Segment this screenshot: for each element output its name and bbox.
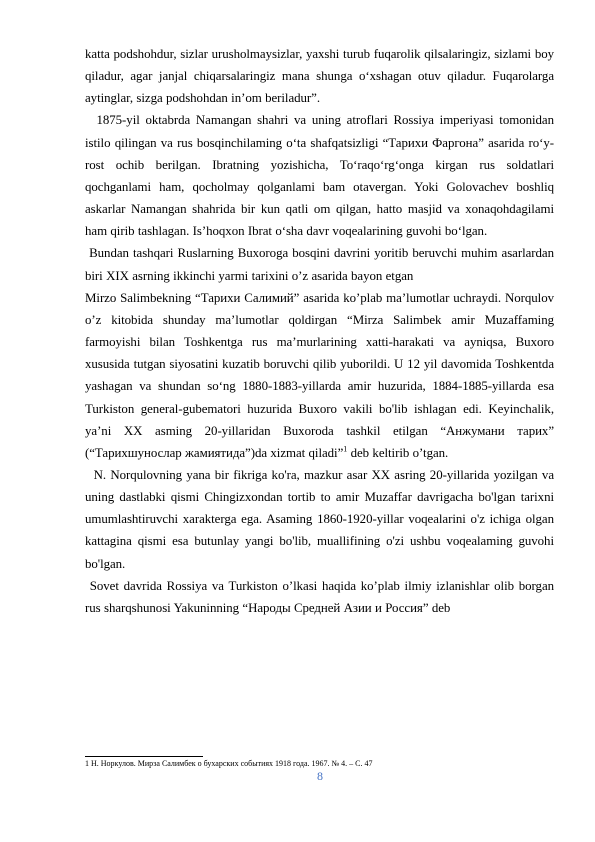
- footnote-reference[interactable]: 1: [343, 444, 348, 454]
- paragraph-5: N. Norqulovning yana bir fikriga ko'ra, mazkur asar XX asring 20-yillarida yozilgan va uning dastlabki qismi Chingizxondan tortib to amir Muzaffar davrigacha bo'lgan tarixni umumlashtiruvchi xarakterga ega. Asaming 1860-1920-yillar voqealarini o'z ichiga olgan kattagina qismi esa butunlay yangi bo'lib, muallifining o'zi ushbu voqealaming guvohi bo'lgan.: [85, 467, 558, 571]
- paragraph-6: Sovet davrida Rossiya va Turkiston o’lkasi haqida ko’plab ilmiy izlanishlar olib borgan rus sharqshunosi Yakuninning “Народы Средней Азии и Россия” deb: [85, 578, 558, 615]
- page-number: 8: [317, 769, 323, 783]
- paragraph-4-tail: deb keltirib o’tgan.: [347, 445, 449, 460]
- paragraph-3: Bundan tashqari Ruslarning Buxoroga bosqini davrini yoritib beruvchi muhim asarlardan biri XIX asrning ikkinchi yarmi tarixini o’z asarida bayon etgan: [85, 246, 558, 283]
- paragraph-1: katta podshohdur, sizlar urusholmaysizlar, yaxshi turub fuqarolik qilsalaringiz, sizlami boy qiladur, agar janjal chiqarsalaringiz mana shunga o‘xshagan otuv qiladur. Fuqarolarga aytinglar, sizga podshohdan in’om beriladur”.: [85, 47, 554, 106]
- paragraph-2: 1875-yil oktabrda Namangan shahri va uning atroflari Rossiya imperiyasi tomonidan istilo qilingan va rus bosqinchilaming o‘ta shafqatsizligi “Тарихи Фаргона” asarida ro‘y-rost ochib berilgan. Ibratning yozishicha, To‘raqo‘rg‘onga kirgan rus soldatlari qochganlami ham, qocholmay qolganlami bam otavergan. Yoki Golovachev boshliq askarlar Namangan shahrida bir kun qatli om qilgan, hatto masjid va xonaqohdagilami ham qirib tashlagan. Is’hoqxon Ibrat o‘sha davr voqealarining guvohi bo‘lgan.: [85, 113, 558, 239]
- paragraph-4-text: Mirzo Salimbekning “Тарихи Салимий” asarida ko’plab ma’lumotlar uchraydi. Norqulov o’z kitobida shunday ma’lumotlar qoldirgan “Mirza Salimbek amir Muzaffaming farmoyishi bilan Toshkentga rus ma’murlarining xatti-harakati va ayniqsa, Buxoro xususida tutgan siyosatini kuzatib boruvchi qilib yuborildi. U 12 yil davomida Toshkentda yashagan va shundan so‘ng 1880-1883-yillarda amir huzurida, 1884-1885-yillarda esa Turkiston general-gubematori huzurida Buxoro vakili bo'lib ishlagan edi. Keyinchalik, ya’ni XX asming 20-yillaridan Buxoroda tashkil etilgan “Анжумани тарих” (“Тарихшунослар жамиятида”)da xizmat qiladi”: [85, 290, 554, 460]
- document-body: [85, 43, 558, 619]
- footnote: 1 Н. Норкулов. Мирза Салимбек о бухарских событиях 1918 года. 1967. № 4. – С. 47: [85, 759, 373, 768]
- paragraph-4: [85, 287, 554, 464]
